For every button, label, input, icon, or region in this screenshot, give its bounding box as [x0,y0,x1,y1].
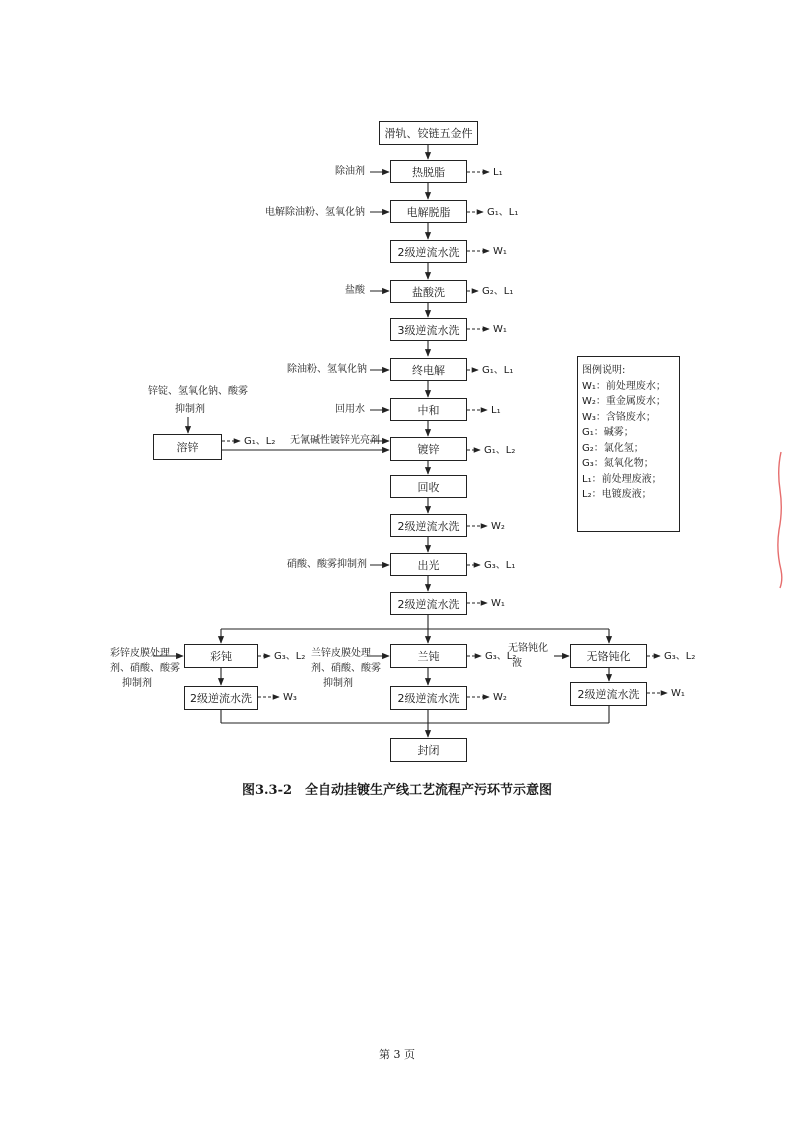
output-bright: G₃、L₁ [484,560,516,571]
input-final: 除油粉、氢氧化钠 [287,364,367,375]
input-brightener: 无氰碱性镀锌光亮剂 [290,435,380,446]
legend-item: W₂：重金属废水； [582,396,666,407]
node-recovery: 回收 [390,475,467,498]
input-hcl: 盐酸 [345,285,365,296]
input-blue-1: 兰锌皮膜处理 [311,648,371,659]
legend-item: G₁：碱雾； [582,427,634,438]
node-blue-passivation: 兰钝 [390,644,467,668]
input-zinc-1: 锌锭、氢氧化钠、酸雾 [148,386,248,397]
node-hot-degrease: 热脱脂 [390,160,467,183]
node-color-passivation: 彩钝 [184,644,258,668]
output-rinse-2: W₁ [493,324,507,335]
output-plating: G₁、L₂ [484,445,516,456]
legend-item: W₁：前处理废水； [582,380,666,392]
output-color: G₃、L₂ [274,651,306,662]
node-rinse-3: 2级逆流水洗 [390,514,467,537]
node-seal: 封闭 [390,738,467,762]
node-zinc-dissolve: 溶锌 [153,434,222,460]
legend-item: L₁：前处理废液； [582,473,662,485]
node-acid-wash: 盐酸洗 [390,280,467,303]
output-rinse-3: W₂ [491,521,505,532]
node-zinc-plating: 镀锌 [390,437,467,461]
input-color-3: 抑制剂 [122,678,152,689]
input-blue-2: 剂、硝酸、酸雾 [311,663,381,674]
legend-item: G₂：氯化氢； [582,442,644,454]
input-color-1: 彩锌皮膜处理 [110,648,170,659]
input-color-2: 剂、硝酸、酸雾 [110,663,180,674]
node-rinse-2: 3级逆流水洗 [390,318,467,341]
input-chromefree-2: 液 [512,658,522,669]
figure-caption: 图3.3-2 全自动挂镀生产线工艺流程产污环节示意图 [241,783,553,798]
input-chromefree-1: 无铬钝化 [508,643,548,654]
output-rinse-5: W₃ [283,692,297,703]
page-number: 第 3 页 [379,1048,415,1061]
legend-item: L₂：电镀废液； [582,489,652,500]
node-rinse-6: 2级逆流水洗 [390,686,467,710]
output-acid: G₂、L₁ [482,286,514,297]
node-start: 滑轨、铰链五金件 [379,121,478,145]
node-final-electrolysis: 终电解 [390,358,467,381]
input-reuse-water: 回用水 [335,404,365,415]
output-rinse-1: W₁ [493,246,507,257]
output-blue: G₃、L₂ [485,651,517,662]
output-rinse-4: W₁ [491,598,505,609]
node-chromefree-passivation: 无铬钝化 [570,644,647,668]
node-rinse-5: 2级逆流水洗 [184,686,258,710]
legend-box [577,356,680,532]
output-chromefree: G₃、L₂ [664,651,696,662]
node-rinse-7: 2级逆流水洗 [570,682,647,706]
output-final: G₁、L₁ [482,365,514,376]
legend-item: W₃：含铬废水； [582,411,656,423]
output-hot: L₁ [493,167,503,178]
output-neutralize: L₁ [491,405,501,416]
input-bright: 硝酸、酸雾抑制剂 [287,559,367,570]
node-electro-degrease: 电解脱脂 [390,200,467,223]
output-rinse-6: W₂ [493,692,507,703]
input-blue-3: 抑制剂 [323,678,353,689]
input-electro: 电解除油粉、氢氧化钠 [265,207,365,218]
node-neutralize: 中和 [390,398,467,421]
input-zinc-2: 抑制剂 [175,404,205,415]
red-stamp-edge [775,450,785,590]
legend-title: 图例说明: [582,365,626,376]
node-rinse-1: 2级逆流水洗 [390,240,467,263]
input-degreaser: 除油剂 [335,166,365,177]
legend-item: G₃：氮氧化物； [582,458,654,469]
node-brightening: 出光 [390,553,467,576]
output-rinse-7: W₁ [671,688,685,699]
output-zinc-dissolve: G₁、L₂ [244,436,276,447]
node-rinse-4: 2级逆流水洗 [390,592,467,615]
output-electro: G₁、L₁ [487,207,519,218]
